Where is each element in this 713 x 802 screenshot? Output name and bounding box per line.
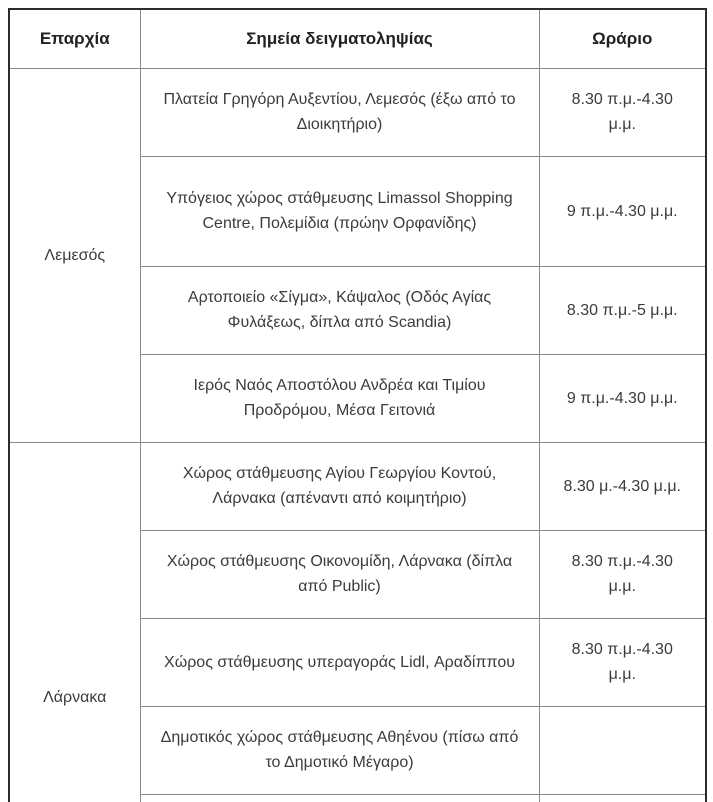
hours-cell: 8.30 μ.-4.30 μ.μ. — [539, 442, 706, 530]
table-header-row — [9, 9, 706, 68]
location-cell: Υπόγειος χώρος στάθμευσης Limassol Shopping Centre, Πολεμίδια (πρώην Ορφανίδης) — [140, 156, 539, 266]
table-row — [9, 442, 706, 530]
sampling-points-table — [8, 8, 707, 802]
hours-cell: 8.30 π.μ.-4.30 μ.μ. — [539, 68, 706, 156]
location-cell: Χώρος στάθμευσης υπεραγοράς Lidl, Αραδίππου — [140, 618, 539, 706]
header-hours: Ωράριο — [539, 9, 706, 68]
header-province: Επαρχία — [9, 9, 140, 68]
table-row — [9, 68, 706, 156]
province-cell-larnaka: Λάρνακα — [9, 442, 140, 802]
hours-cell — [539, 794, 706, 802]
hours-cell: 9 π.μ.-4.30 μ.μ. — [539, 156, 706, 266]
hours-cell — [539, 706, 706, 794]
location-cell: Αρτοποιείο «Σίγμα», Κάψαλος (Οδός Αγίας Φυλάξεως, δίπλα από Scandia) — [140, 266, 539, 354]
hours-cell: 8.30 π.μ.-4.30 μ.μ. — [539, 530, 706, 618]
location-cell: Πλατεία Γρηγόρη Αυξεντίου, Λεμεσός (έξω από το Διοικητήριο) — [140, 68, 539, 156]
location-cell: Δημοτικός χώρος στάθμευσης Αθηένου (πίσω από το Δημοτικό Μέγαρο) — [140, 706, 539, 794]
hours-cell: 9 π.μ.-4.30 μ.μ. — [539, 354, 706, 442]
location-cell: Ιερός Ναός Αποστόλου Ανδρέα και Τιμίου Προδρόμου, Μέσα Γειτονιά — [140, 354, 539, 442]
province-cell-lemesos: Λεμεσός — [9, 68, 140, 442]
hours-cell: 8.30 π.μ.-4.30 μ.μ. — [539, 618, 706, 706]
location-cell: Χώρος στάθμευσης Αγίου Γεωργίου Κοντού, Λάρνακα (απέναντι από κοιμητήριο) — [140, 442, 539, 530]
hours-cell: 8.30 π.μ.-5 μ.μ. — [539, 266, 706, 354]
location-cell — [140, 794, 539, 802]
header-sampling-points: Σημεία δειγματοληψίας — [140, 9, 539, 68]
location-cell: Χώρος στάθμευσης Οικονομίδη, Λάρνακα (δίπλα από Public) — [140, 530, 539, 618]
